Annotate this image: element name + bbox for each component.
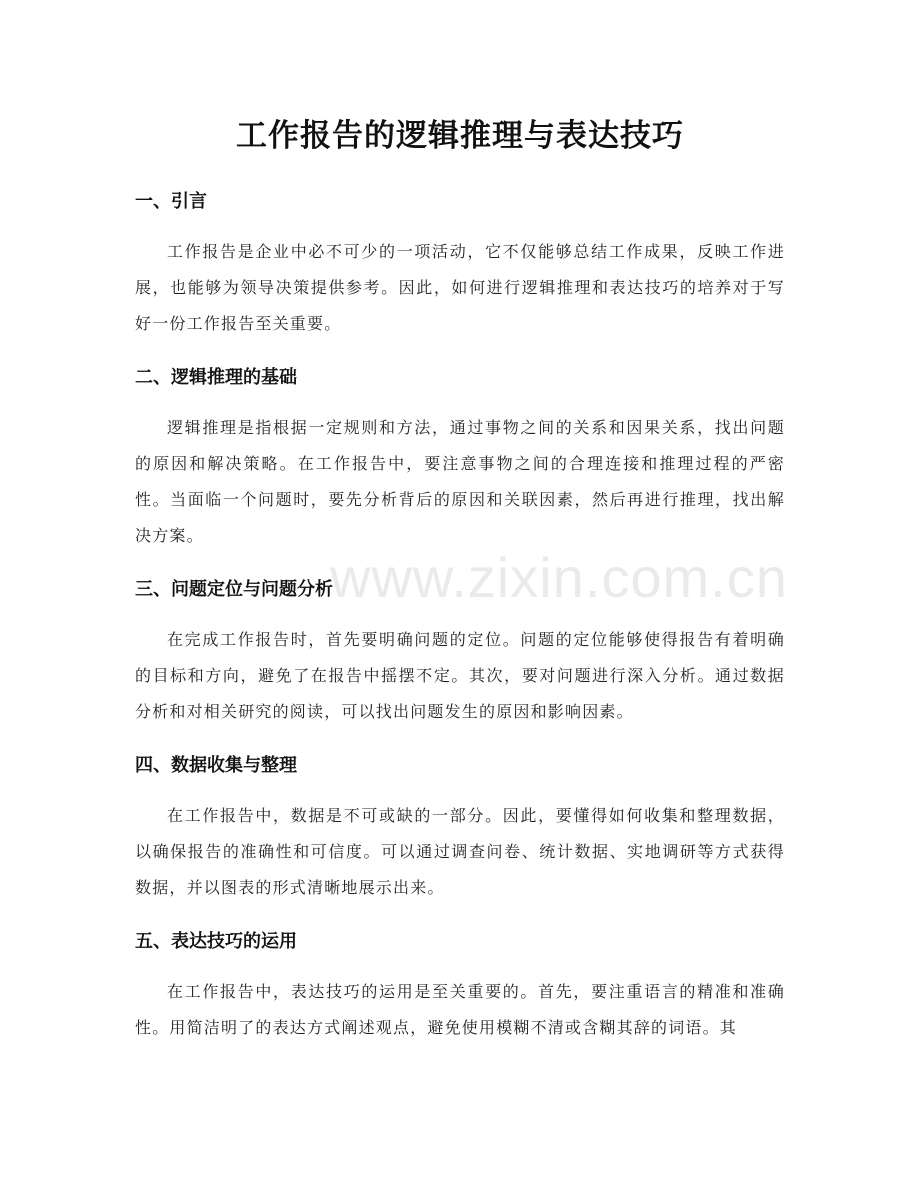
watermark: www.zixin.com.cn — [330, 546, 788, 609]
section-heading-data-collection: 四、数据收集与整理 — [135, 755, 297, 776]
section-heading-expression-skills: 五、表达技巧的运用 — [135, 931, 297, 952]
document-body — [135, 188, 785, 1046]
section-paragraph-logic-basis: 逻辑推理是指根据一定规则和方法，通过事物之间的关系和因果关系，找出问题的原因和解决策略。在工作报告中，要注意事物之间的合理连接和推理过程的严密性。当面临一个问题时，要先分析背后的原因和关联因素，然后再进行推理，找出解决方案。 — [135, 418, 785, 545]
section-paragraph-intro: 工作报告是企业中必不可少的一项活动，它不仅能够总结工作成果，反映工作进展，也能够为领导决策提供参考。因此，如何进行逻辑推理和表达技巧的培养对于写好一份工作报告至关重要。 — [135, 242, 785, 333]
section-heading-problem-analysis: 三、问题定位与问题分析 — [135, 579, 333, 600]
section-heading-logic-basis: 二、逻辑推理的基础 — [135, 367, 297, 388]
section-paragraph-data-collection: 在工作报告中，数据是不可或缺的一部分。因此，要懂得如何收集和整理数据，以确保报告的准确性和可信度。可以通过调查问卷、统计数据、实地调研等方式获得数据，并以图表的形式清晰地展示出来。 — [135, 806, 785, 897]
document-title: 工作报告的逻辑推理与表达技巧 — [236, 118, 684, 154]
section-paragraph-problem-analysis: 在完成工作报告时，首先要明确问题的定位。问题的定位能够使得报告有着明确的目标和方向，避免了在报告中摇摆不定。其次，要对问题进行深入分析。通过数据分析和对相关研究的阅读，可以找出问题发生的原因和影响因素。 — [135, 630, 785, 721]
section-heading-intro: 一、引言 — [135, 191, 207, 212]
section-paragraph-expression-skills: 在工作报告中，表达技巧的运用是至关重要的。首先，要注重语言的精准和准确性。用简洁明了的表达方式阐述观点，避免使用模糊不清或含糊其辞的词语。其 — [135, 982, 785, 1037]
